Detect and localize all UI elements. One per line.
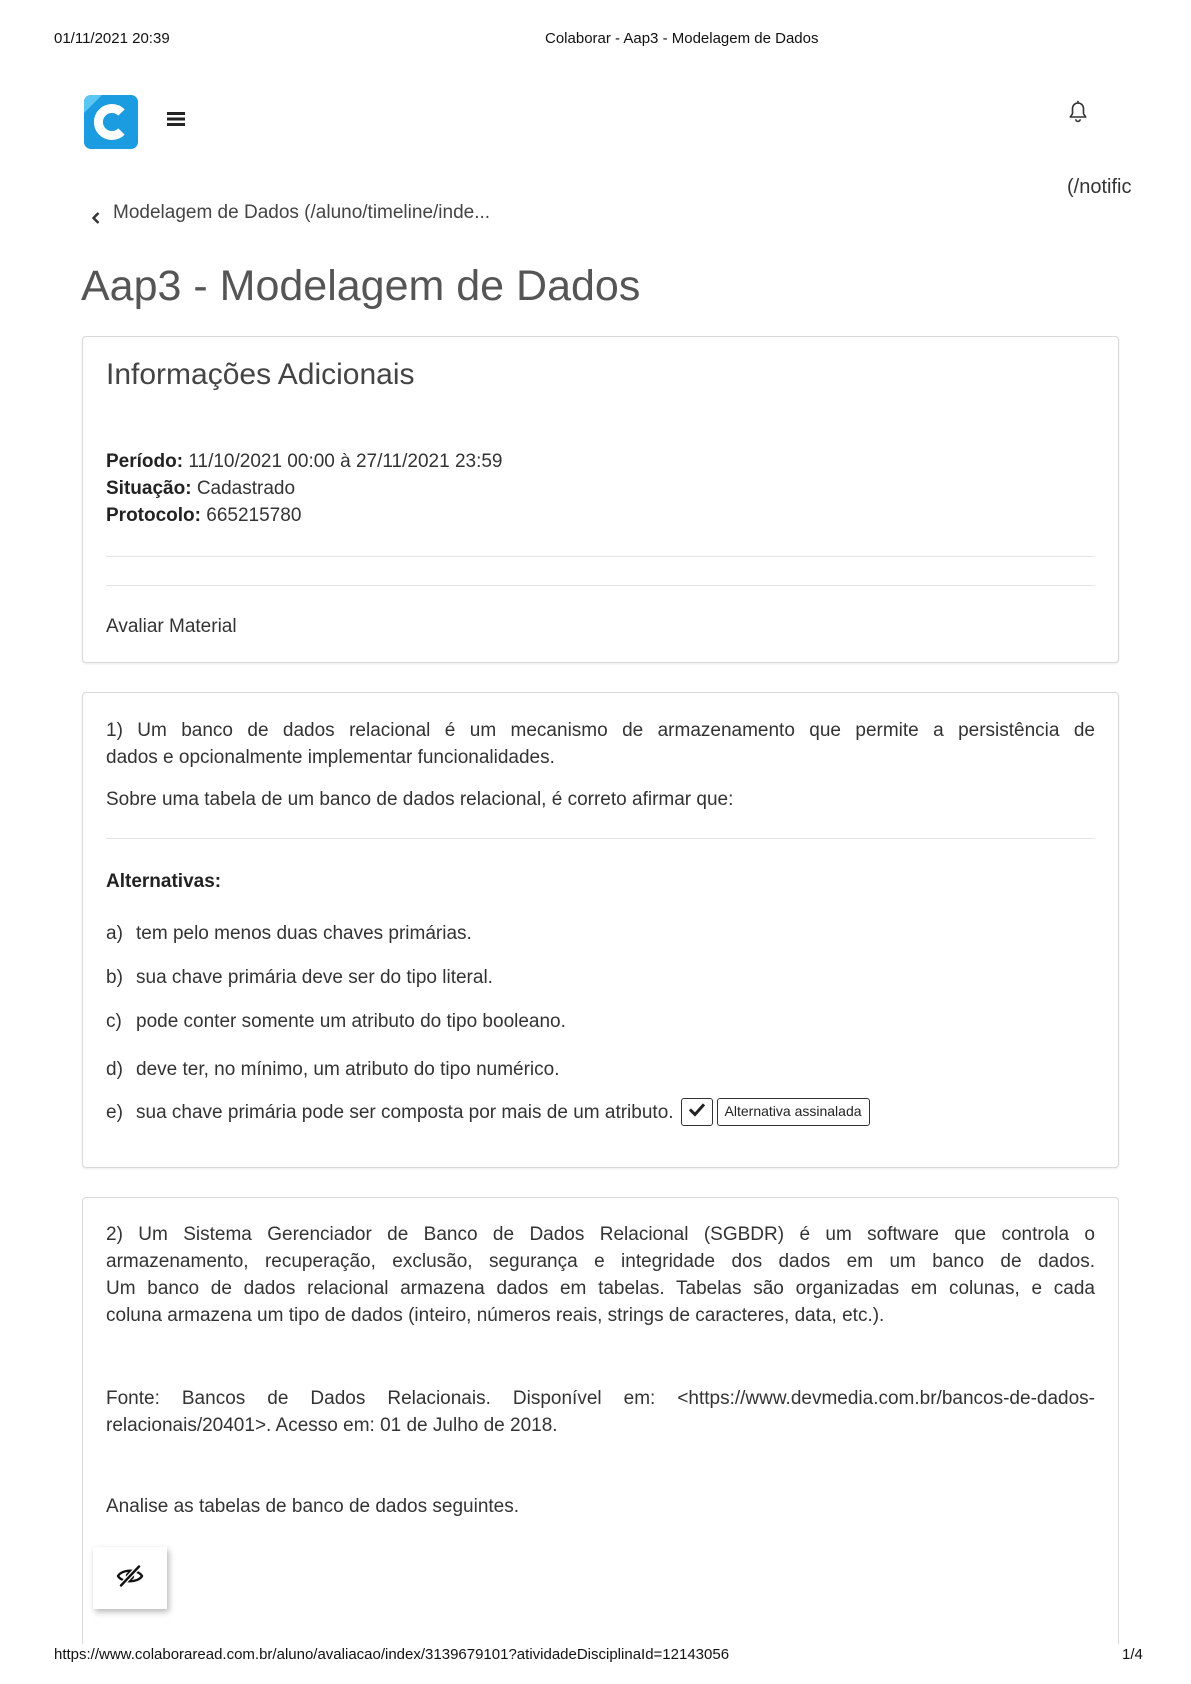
alternative-letter: c) xyxy=(106,1010,122,1032)
info-card xyxy=(82,336,1119,663)
hamburger-menu-icon[interactable] xyxy=(166,110,187,128)
colaborar-logo-icon[interactable] xyxy=(84,95,138,149)
alternative-text: pode conter somente um atributo do tipo booleano. xyxy=(136,1010,566,1032)
breadcrumb-back-link[interactable] xyxy=(91,199,490,226)
alternative-text: sua chave primária deve ser do tipo literal. xyxy=(136,966,493,988)
print-url: https://www.colaboraread.com.br/aluno/avaliacao/index/3139679101?atividadeDisciplinaId=12143056 xyxy=(54,1646,730,1663)
alternative-letter: e) xyxy=(106,1101,123,1123)
source-line: relacionais/20401>. Acesso em: 01 de Julho de 2018. xyxy=(106,1415,558,1436)
statement-line: Um banco de dados relacional armazena dados em tabelas. Tabelas são organizadas em colunas, e cada xyxy=(106,1278,1095,1299)
question-card-1 xyxy=(82,692,1119,1168)
alternative-text: deve ter, no mínimo, um atributo do tipo numérico. xyxy=(136,1058,560,1080)
field-period xyxy=(106,448,1095,475)
eye-slash-icon xyxy=(116,1564,144,1593)
statement-line: dados e opcionalmente implementar funcionalidades. xyxy=(106,747,555,768)
info-card-heading: Informações Adicionais xyxy=(106,358,415,391)
info-fields xyxy=(106,448,1095,529)
field-period-label: Período: xyxy=(106,451,184,472)
alternative-text: tem pelo menos duas chaves primárias. xyxy=(136,922,472,944)
alternative-letter: d) xyxy=(106,1058,123,1080)
toggle-image-button[interactable] xyxy=(93,1547,167,1609)
alternative-b xyxy=(106,963,1095,991)
alternative-d xyxy=(106,1055,1095,1083)
alternative-c xyxy=(106,1007,1095,1035)
statement-line: armazenamento, recuperação, exclusão, segurança e integridade dos dados em um banco de dados. xyxy=(106,1251,1095,1272)
chevron-left-icon xyxy=(91,206,101,220)
divider xyxy=(106,838,1095,839)
print-page-title: Colaborar - Aap3 - Modelagem de Dados xyxy=(545,30,819,47)
alternative-e xyxy=(106,1098,1095,1126)
field-period-value: 11/10/2021 00:00 à 27/11/2021 23:59 xyxy=(188,451,503,472)
field-status-label: Situação: xyxy=(106,478,192,499)
field-protocol-label: Protocolo: xyxy=(106,505,201,526)
source-line: Fonte: Bancos de Dados Relacionais. Disponível em: <https://www.devmedia.com.br/bancos-de-dados- xyxy=(106,1388,1095,1409)
question-statement xyxy=(106,1221,1095,1329)
selected-check-badge xyxy=(681,1098,713,1126)
print-page-number: 1/4 xyxy=(1122,1646,1143,1663)
question-source xyxy=(106,1385,1095,1439)
page-title: Aap3 - Modelagem de Dados xyxy=(81,262,641,310)
print-datetime: 01/11/2021 20:39 xyxy=(54,30,170,47)
breadcrumb-label: Modelagem de Dados (/aluno/timeline/inde... xyxy=(113,202,491,223)
alternatives-label: Alternativas: xyxy=(106,871,222,892)
selected-alternative-badge: Alternativa assinalada xyxy=(717,1098,870,1126)
alternative-text: sua chave primária pode ser composta por mais de um atributo. xyxy=(136,1101,674,1123)
alternative-a xyxy=(106,919,1095,947)
question-statement xyxy=(106,717,1095,771)
question-card-2 xyxy=(82,1197,1119,1644)
field-protocol xyxy=(106,502,1095,529)
divider xyxy=(106,585,1095,586)
rate-material-link[interactable]: Avaliar Material xyxy=(106,616,237,637)
question-instruction: Analise as tabelas de banco de dados seguintes. xyxy=(106,1496,520,1517)
question-prompt: Sobre uma tabela de um banco de dados relacional, é correto afirmar que: xyxy=(106,789,734,810)
statement-line: 1) Um banco de dados relacional é um mecanismo de armazenamento que permite a persistência de xyxy=(106,720,1095,741)
alternative-letter: b) xyxy=(106,966,123,988)
notifications-link[interactable]: (/notific xyxy=(1067,176,1132,198)
field-status xyxy=(106,475,1095,502)
alternative-letter: a) xyxy=(106,922,123,944)
bell-icon[interactable] xyxy=(1068,100,1088,123)
statement-line: 2) Um Sistema Gerenciador de Banco de Dados Relacional (SGBDR) é um software que controla o xyxy=(106,1224,1095,1245)
check-icon xyxy=(688,1099,706,1126)
statement-line: coluna armazena um tipo de dados (inteiro, números reais, strings de caracteres, data, etc.). xyxy=(106,1305,885,1326)
divider xyxy=(106,556,1095,557)
field-status-value: Cadastrado xyxy=(196,478,296,499)
field-protocol-value: 665215780 xyxy=(206,505,302,526)
